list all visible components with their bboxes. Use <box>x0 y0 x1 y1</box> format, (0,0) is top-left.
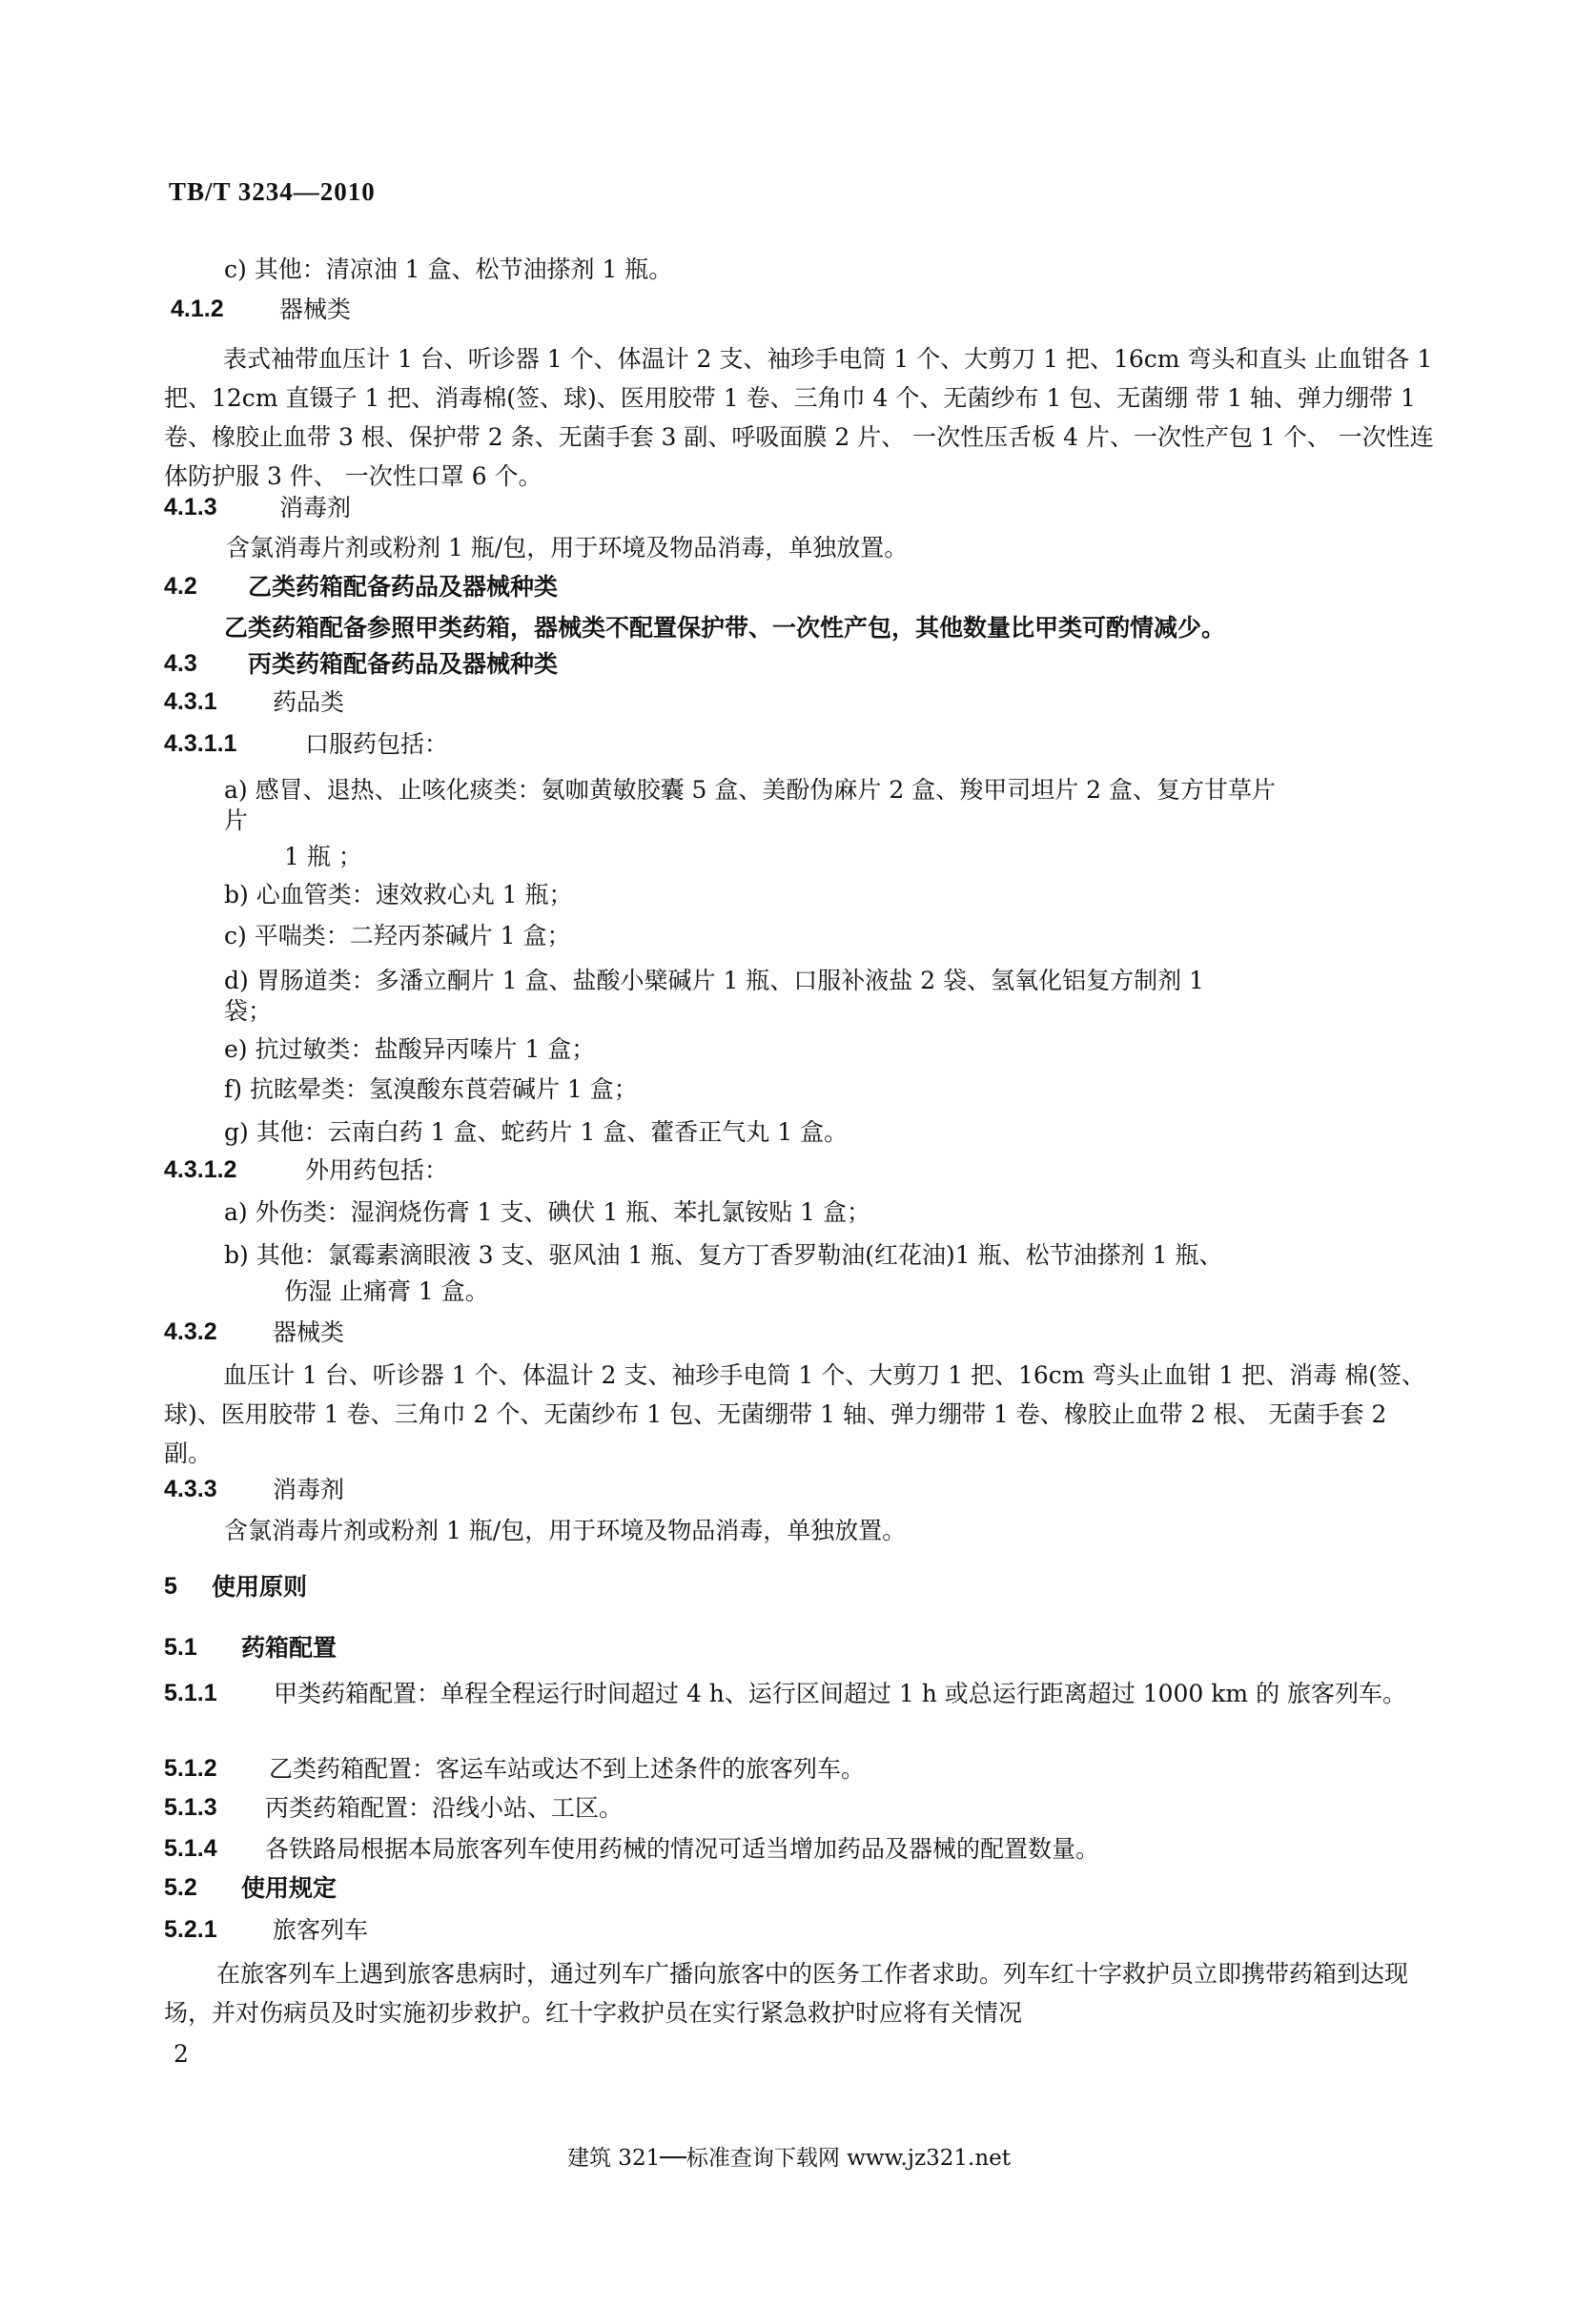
section-number-4-1-2: 4.1.2 <box>171 296 224 322</box>
list-item-c-other: c) 其他：清凉油 1 盒、松节油搽剂 1 瓶。 <box>224 255 673 283</box>
list-item-b-oral: b) 心血管类：速效救心丸 1 瓶； <box>224 881 573 909</box>
list-item-d-oral-cont: 袋； <box>224 997 273 1025</box>
list-item-a-oral: a) 感冒、退热、止咳化痰类：氨咖黄敏胶囊 5 盒、美酚伪麻片 2 盒、羧甲司坦片 2 盒、复方甘草片 <box>224 776 1277 804</box>
section-title-4-3-2: 器械类 <box>273 1318 345 1346</box>
section-number-4-2: 4.2 <box>164 573 197 600</box>
paragraph-4-2: 乙类药箱配备参照甲类药箱，器械类不配置保护带、一次性产包，其他数量比甲类可酌情减少。 <box>224 614 1226 642</box>
section-number-4-3-1-1: 4.3.1.1 <box>164 730 237 757</box>
section-title-4-1-3: 消毒剂 <box>279 494 352 521</box>
section-title-4-2: 乙类药箱配备药品及器械种类 <box>248 573 559 601</box>
footer-site-text: 建筑 321──标准查询下载网 www.jz321.net <box>567 2146 1011 2171</box>
section-number-4-3-1: 4.3.1 <box>164 688 217 715</box>
paragraph-5-1-1: 甲类药箱配置：单程全程运行时间超过 4 h、运行区间超过 1 h 或总运行距离超过 1000 km 的 旅客列车。 <box>274 1680 1407 1707</box>
section-number-5-2-1: 5.2.1 <box>164 1916 217 1943</box>
section-title-4-3-3: 消毒剂 <box>273 1476 345 1503</box>
section-title-5-2-1: 旅客列车 <box>273 1916 369 1944</box>
section-number-5-1-4: 5.1.4 <box>164 1835 217 1862</box>
section-title-4-3-1: 药品类 <box>273 688 345 716</box>
paragraph-4-3-2: 血压计 1 台、听诊器 1 个、体温计 2 支、袖珍手电筒 1 个、大剪刀 1 把、16cm 弯头止血钳 1 把、消毒 棉(签、球)、医用胶带 1 卷、三角巾 2 个、无菌纱布 1 包、无菌绷带 1 轴、弹力绷带 1 卷、橡胶止血带 2 根、 无菌手套 2 副。 <box>164 1361 1425 1467</box>
section-number-4-3-3: 4.3.3 <box>164 1476 217 1502</box>
list-item-b-external: b) 其他：氯霉素滴眼液 3 支、驱风油 1 瓶、复方丁香罗勒油(红花油)1 瓶、松节油搽剂 1 瓶、 <box>224 1241 1223 1269</box>
section-title-5-2: 使用规定 <box>241 1874 338 1902</box>
section-number-5: 5 <box>164 1573 177 1600</box>
section-number-4-3-2: 4.3.2 <box>164 1318 217 1345</box>
paragraph-5-1-2: 乙类药箱配置：客运车站或达不到上述条件的旅客列车。 <box>269 1755 866 1783</box>
section-number-5-1-1: 5.1.1 <box>164 1680 217 1706</box>
list-item-e-oral: e) 抗过敏类：盐酸异丙嗪片 1 盒； <box>224 1035 596 1063</box>
section-title-5-1: 药箱配置 <box>241 1634 338 1662</box>
section-number-5-2: 5.2 <box>164 1874 197 1901</box>
standard-code-header: TB/T 3234—2010 <box>169 177 376 206</box>
section-number-4-1-3: 4.1.3 <box>164 494 217 521</box>
list-item-b-external-cont: 伤湿 止痛膏 1 盒。 <box>284 1277 489 1305</box>
section-number-5-1-3: 5.1.3 <box>164 1794 217 1821</box>
page-number: 2 <box>174 2040 189 2068</box>
paragraph-5-1-3: 丙类药箱配置：沿线小站、工区。 <box>265 1794 624 1822</box>
paragraph-4-1-2: 表式袖带血压计 1 台、听诊器 1 个、体温计 2 支、袖珍手电筒 1 个、大剪刀 1 把、16cm 弯头和直头 止血钳各 1 把、12cm 直镊子 1 把、消毒棉(签、球)、医用胶带 1 卷、三角巾 4 个、无菌纱布 1 包、无菌绷 带 1 轴、弹力绷带 1 卷、橡胶止血带 3 根、保护带 2 条、无菌手套 3 副、呼吸面膜 2 片、 一次性压舌板 4 片、一次性产包 1 个、 一次性连体防护服 3 件、 一次性口罩 6 个。 <box>164 345 1434 490</box>
list-item-f-oral: f) 抗眩晕类：氢溴酸东莨菪碱片 1 盒； <box>224 1075 638 1103</box>
list-item-d-oral: d) 胃肠道类：多潘立酮片 1 盒、盐酸小檗碱片 1 瓶、口服补液盐 2 袋、氢氧化铝复方制剂 1 <box>224 967 1204 994</box>
section-number-5-1: 5.1 <box>164 1634 197 1661</box>
section-title-4-3-1-1: 口服药包括： <box>305 730 449 758</box>
list-item-c-oral: c) 平喘类：二羟丙茶碱片 1 盒； <box>224 922 571 949</box>
list-item-g-oral: g) 其他：云南白药 1 盒、蛇药片 1 盒、藿香正气丸 1 盒。 <box>224 1118 849 1146</box>
paragraph-5-2-1: 在旅客列车上遇到旅客患病时，通过列车广播向旅客中的医务工作者求助。列车红十字救护员立即携带药箱到达现场，并对伤病员及时实施初步救护。红十字救护员在实行紧急救护时应将有关情况 <box>164 1960 1409 2027</box>
list-item-a-oral-cont-2: 1 瓶 ； <box>284 843 362 870</box>
paragraph-4-3-3: 含氯消毒片剂或粉剂 1 瓶/包，用于环境及物品消毒，单独放置。 <box>224 1517 907 1544</box>
section-title-5: 使用原则 <box>212 1573 308 1601</box>
section-title-4-1-2: 器械类 <box>279 296 352 323</box>
section-number-5-1-2: 5.1.2 <box>164 1755 217 1782</box>
section-title-4-3: 丙类药箱配备药品及器械种类 <box>248 650 559 678</box>
list-item-a-external: a) 外伤类：湿润烧伤膏 1 支、碘伏 1 瓶、苯扎氯铵贴 1 盒； <box>224 1198 871 1226</box>
paragraph-4-1-3: 含氯消毒片剂或粉剂 1 瓶/包，用于环境及物品消毒，单独放置。 <box>226 534 909 561</box>
section-number-4-3-1-2: 4.3.1.2 <box>164 1156 237 1183</box>
paragraph-5-1-4: 各铁路局根据本局旅客列车使用药械的情况可适当增加药品及器械的配置数量。 <box>265 1835 1100 1863</box>
section-title-4-3-1-2: 外用药包括： <box>305 1156 449 1184</box>
list-item-a-oral-cont-1: 片 <box>224 806 249 834</box>
section-number-4-3: 4.3 <box>164 650 197 677</box>
